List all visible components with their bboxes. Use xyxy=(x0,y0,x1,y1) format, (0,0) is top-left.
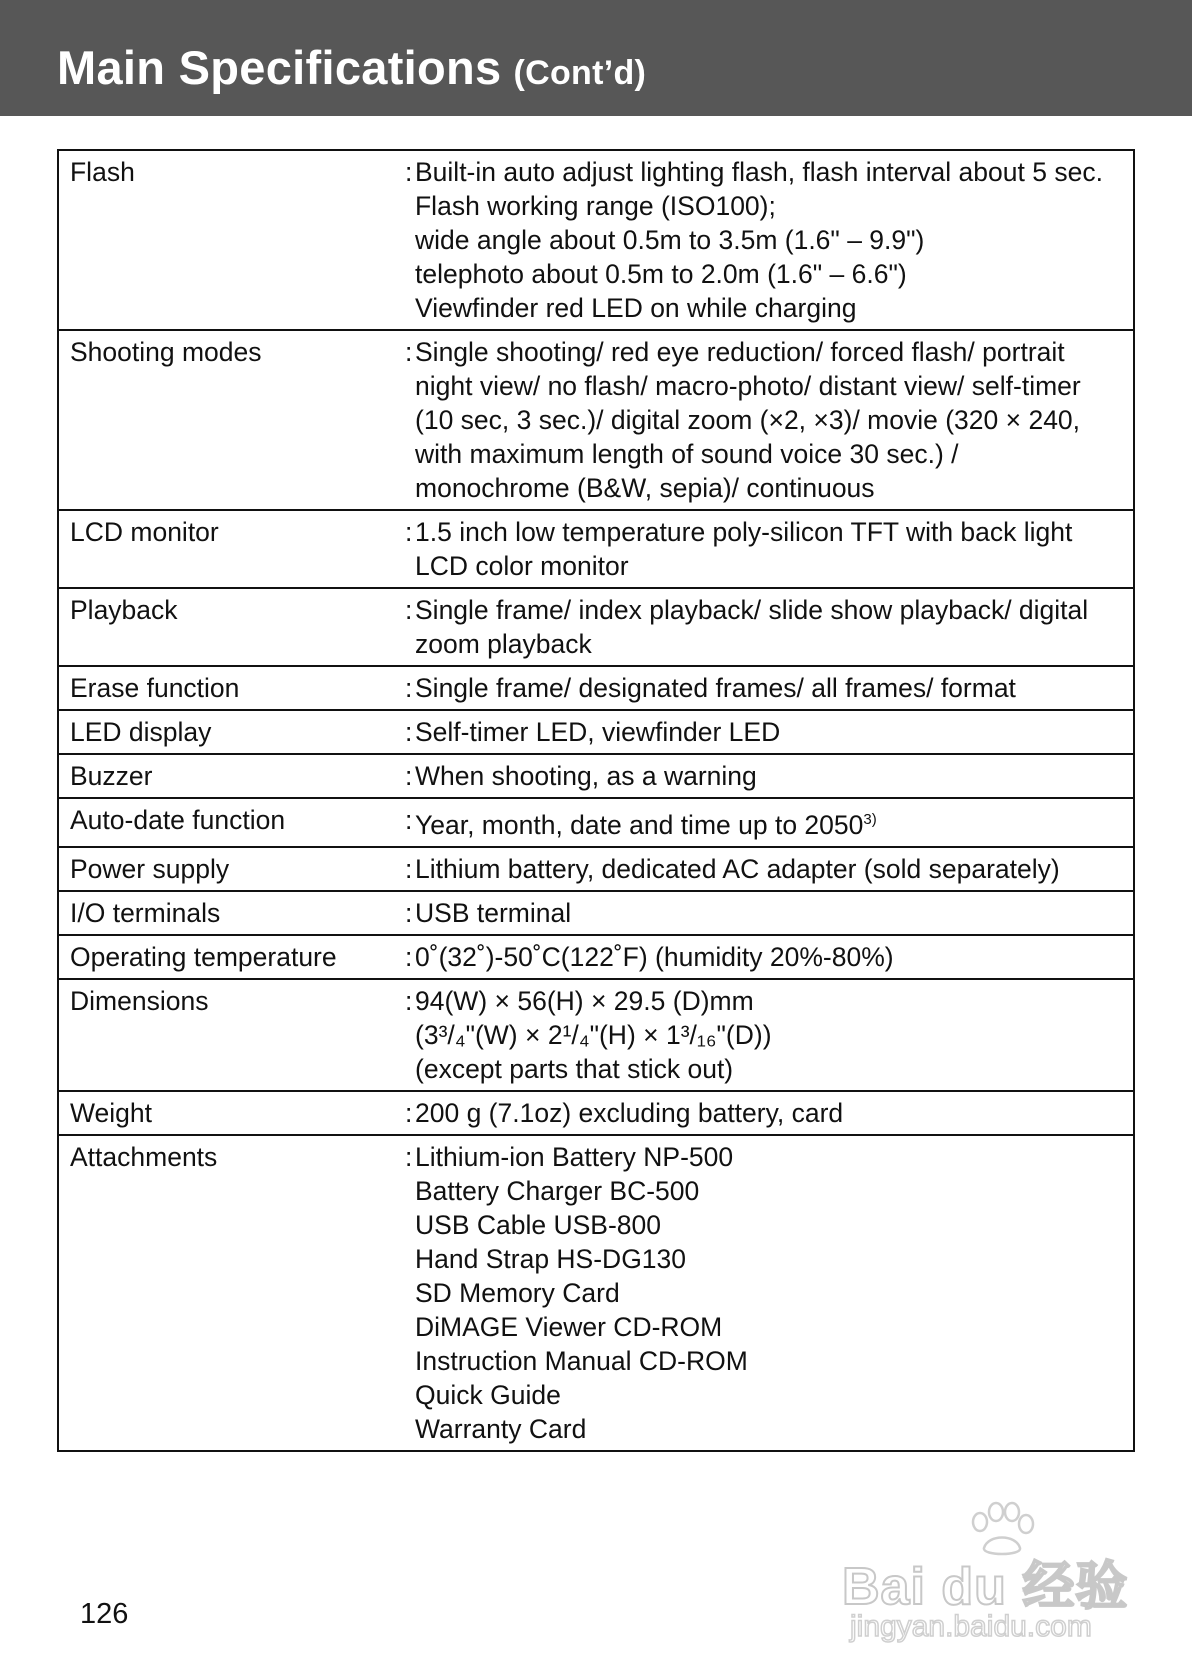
spec-value-line: 0˚(32˚)-50˚C(122˚F) (humidity 20%-80%) xyxy=(415,941,894,972)
spec-value-line: (except parts that stick out) xyxy=(415,1053,734,1084)
spec-row xyxy=(58,710,1134,754)
spec-value-line: Instruction Manual CD-ROM xyxy=(415,1345,748,1376)
spec-value xyxy=(415,979,1134,1091)
spec-row xyxy=(58,666,1134,710)
spec-row xyxy=(58,847,1134,891)
header-bar xyxy=(0,0,1192,116)
spec-value-line: USB Cable USB-800 xyxy=(415,1209,661,1240)
spec-label: Erase function xyxy=(58,666,405,710)
page-title-subtitle: (Cont’d) xyxy=(513,54,647,92)
spec-value xyxy=(415,150,1134,330)
spec-label: Weight xyxy=(58,1091,405,1135)
spec-label: Power supply xyxy=(58,847,405,891)
spec-colon: : xyxy=(405,150,415,330)
spec-value-line: DiMAGE Viewer CD-ROM xyxy=(415,1311,723,1342)
spec-value-line: Quick Guide xyxy=(415,1379,561,1410)
spec-row xyxy=(58,588,1134,666)
spec-value-line: LCD color monitor xyxy=(415,551,629,581)
spec-value-line: Lithium battery, dedicated AC adapter (sold separately) xyxy=(415,853,1060,884)
spec-row xyxy=(58,1091,1134,1135)
spec-value-line: SD Memory Card xyxy=(415,1277,620,1308)
spec-colon: : xyxy=(405,935,415,979)
spec-row xyxy=(58,1135,1134,1451)
spec-value-line: Built-in auto adjust lighting flash, flash interval about 5 sec. xyxy=(415,157,1103,187)
spec-value xyxy=(415,330,1134,510)
spec-value-line: Viewfinder red LED on while charging xyxy=(415,293,857,323)
spec-value-line: 1.5 inch low temperature poly-silicon TFT with back light xyxy=(415,517,1073,547)
spec-value-line: Flash working range (ISO100); xyxy=(415,191,776,221)
spec-label: Dimensions xyxy=(58,979,405,1091)
spec-label: Auto-date function xyxy=(58,798,405,847)
footnote-marker: 3) xyxy=(863,811,877,828)
spec-value-line: 200 g (7.1oz) excluding battery, card xyxy=(415,1097,844,1128)
spec-value-line: Single frame/ designated frames/ all frames/ format xyxy=(415,673,1016,703)
spec-label: LED display xyxy=(58,710,405,754)
spec-value-line: Self-timer LED, viewfinder LED xyxy=(415,717,781,747)
watermark-url: jingyan.baidu.com xyxy=(850,1610,1092,1643)
spec-colon: : xyxy=(405,666,415,710)
spec-value-line: wide angle about 0.5m to 3.5m (1.6" – 9.9") xyxy=(415,225,925,255)
spec-colon: : xyxy=(405,891,415,935)
spec-value xyxy=(415,891,1134,935)
spec-row xyxy=(58,935,1134,979)
spec-value-line: When shooting, as a warning xyxy=(415,761,757,791)
spec-value-line: (10 sec, 3 sec.)/ digital zoom (×2, ×3)/ movie (320 × 240, xyxy=(415,405,1081,435)
spec-row xyxy=(58,150,1134,330)
spec-value-line: telephoto about 0.5m to 2.0m (1.6" – 6.6") xyxy=(415,259,907,289)
watermark-brand: Bai du 经验 xyxy=(842,1558,1129,1616)
spec-colon: : xyxy=(405,1135,415,1451)
spec-value-line: Single shooting/ red eye reduction/ forced flash/ portrait xyxy=(415,337,1065,367)
spec-value-line: Warranty Card xyxy=(415,1413,587,1444)
spec-row xyxy=(58,891,1134,935)
spec-table xyxy=(57,149,1135,1452)
spec-value-line: Battery Charger BC-500 xyxy=(415,1175,700,1206)
spec-value xyxy=(415,666,1134,710)
baidu-watermark xyxy=(842,1500,1142,1643)
spec-label: Flash xyxy=(58,150,405,330)
spec-value xyxy=(415,754,1134,798)
page-number: 126 xyxy=(80,1598,129,1630)
spec-label: Attachments xyxy=(58,1135,405,1451)
spec-colon: : xyxy=(405,1091,415,1135)
spec-value-line: zoom playback xyxy=(415,629,592,659)
spec-value xyxy=(415,510,1134,588)
spec-row xyxy=(58,754,1134,798)
spec-row xyxy=(58,979,1134,1091)
spec-value-line: night view/ no flash/ macro-photo/ distant view/ self-timer xyxy=(415,371,1081,401)
spec-colon: : xyxy=(405,798,415,847)
spec-colon: : xyxy=(405,710,415,754)
spec-row xyxy=(58,330,1134,510)
spec-value-line: monochrome (B&W, sepia)/ continuous xyxy=(415,473,875,503)
spec-value xyxy=(415,847,1134,891)
spec-value-line: Year, month, date and time up to 2050 xyxy=(415,809,864,840)
spec-value xyxy=(415,710,1134,754)
spec-value xyxy=(415,798,1134,847)
spec-colon: : xyxy=(405,510,415,588)
spec-colon: : xyxy=(405,847,415,891)
spec-value-line: 94(W) × 56(H) × 29.5 (D)mm xyxy=(415,985,754,1016)
spec-row xyxy=(58,510,1134,588)
spec-value-line: Single frame/ index playback/ slide show playback/ digital xyxy=(415,595,1089,625)
spec-colon: : xyxy=(405,754,415,798)
spec-label: Shooting modes xyxy=(58,330,405,510)
spec-label: Playback xyxy=(58,588,405,666)
spec-value xyxy=(415,935,1134,979)
spec-value xyxy=(415,1091,1134,1135)
page-title-main: Main Specifications xyxy=(57,41,502,94)
spec-value xyxy=(415,1135,1134,1451)
spec-value-line: (3³/₄"(W) × 2¹/₄"(H) × 1³/₁₆"(D)) xyxy=(415,1019,772,1050)
spec-value-line-with-footnote xyxy=(415,803,1123,842)
spec-colon: : xyxy=(405,330,415,510)
spec-row xyxy=(58,798,1134,847)
spec-value-line: USB terminal xyxy=(415,897,572,928)
spec-value-line: Lithium-ion Battery NP-500 xyxy=(415,1141,734,1172)
page-title xyxy=(57,40,646,95)
spec-value-line: with maximum length of sound voice 30 sec.) / xyxy=(415,439,959,469)
spec-label: LCD monitor xyxy=(58,510,405,588)
spec-label: Buzzer xyxy=(58,754,405,798)
spec-colon: : xyxy=(405,588,415,666)
spec-value xyxy=(415,588,1134,666)
spec-label: I/O terminals xyxy=(58,891,405,935)
spec-value-line: Hand Strap HS-DG130 xyxy=(415,1243,687,1274)
spec-colon: : xyxy=(405,979,415,1091)
spec-label: Operating temperature xyxy=(58,935,405,979)
